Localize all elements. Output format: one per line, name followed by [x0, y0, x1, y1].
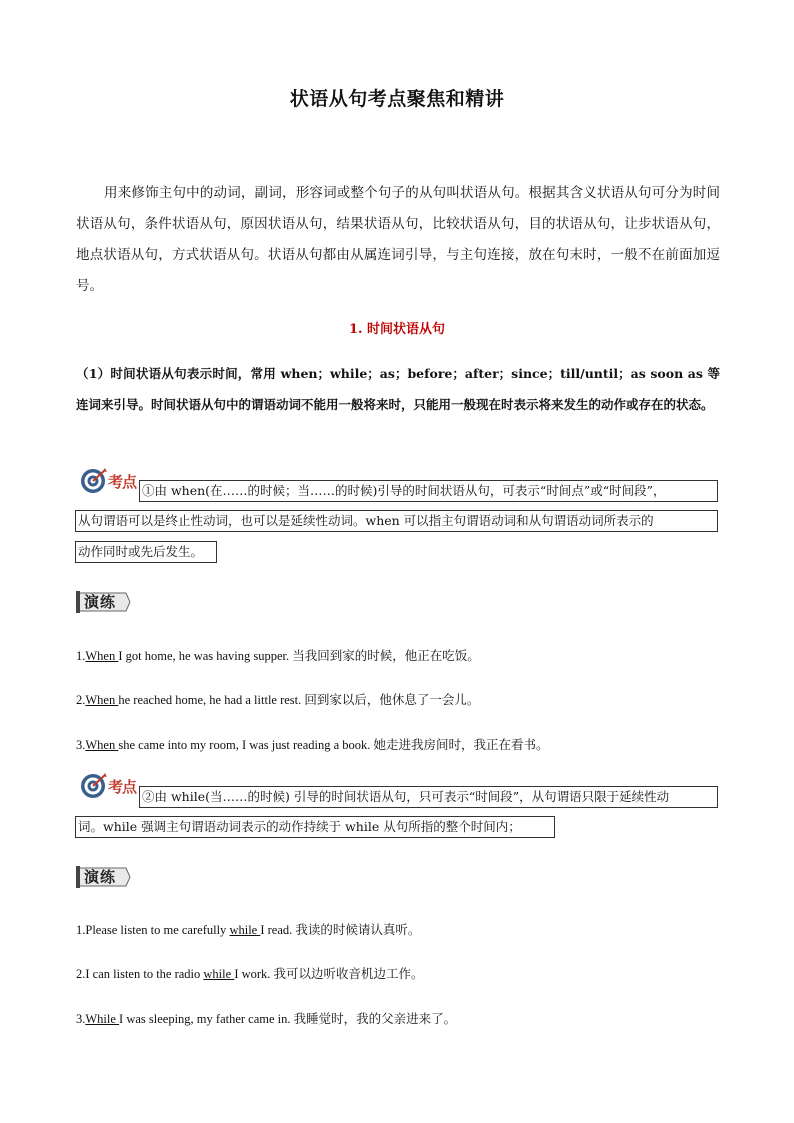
yanlian-badge: [76, 865, 132, 889]
point1-line1: ①由 when(在……的时候；当……的时候)引导的时间状语从句，可表示“时间点”或“时间段”，: [139, 480, 718, 502]
kaodian-label: 考点: [108, 778, 137, 796]
intro-paragraph: 用来修饰主句中的动词，副词，形容词或整个句子的从句叫状语从句。根据其含义状语从句可分为时间状语从句，条件状语从句，原因状语从句，结果状语从句，比较状语从句，目的状语从句，让步状语从句，地点状语从句，方式状语从句。状语从句都由从属连词引导，与主句连接，放在句末时，一般不在前面加逗号。: [76, 185, 720, 294]
target-icon: [80, 467, 108, 495]
page-title: 状语从句考点聚焦和精讲: [289, 88, 505, 110]
rule-paragraph: （1）时间状语从句表示时间，常用 when；while；as；before；after；since；till/until；as soon as 等连词来引导。时间状语从句中的谓语动词不能用一般将来时，只能用一般现在时表示将来发生的动作或存在的状态。: [76, 366, 720, 412]
example-when-3: 3.When she came into my room, I was just reading a book. 她走进我房间时，我正在看书。: [76, 737, 549, 752]
point1-line3: 动作同时或先后发生。: [75, 541, 217, 563]
yanlian-label: 演练: [84, 868, 117, 886]
kaodian-target-icon: [80, 467, 142, 497]
yanlian-badge: [76, 590, 132, 614]
example-while-1: 1.Please listen to me carefully while I read. 我读的时候请认真听。: [76, 922, 421, 937]
example-while-3: 3.While I was sleeping, my father came in. 我睡觉时，我的父亲进来了。: [76, 1011, 457, 1026]
yanlian-label: 演练: [84, 593, 117, 611]
example-when-2: 2.When he reached home, he had a little rest. 回到家以后，他休息了一会儿。: [76, 692, 480, 707]
point1-line2: 从句谓语可以是终止性动词，也可以是延续性动词。when 可以指主句谓语动词和从句谓语动词所表示的: [75, 510, 718, 532]
kaodian-label: 考点: [108, 473, 137, 491]
point2-line1: ②由 while(当……的时候) 引导的时间状语从句，只可表示“时间段”，从句谓语只限于延续性动: [139, 786, 718, 808]
example-while-2: 2.I can listen to the radio while I work. 我可以边听收音机边工作。: [76, 966, 424, 981]
section-title: 1. 时间状语从句: [348, 322, 446, 337]
target-icon: [80, 772, 108, 800]
kaodian-target-icon: [80, 772, 142, 802]
point2-line2: 词。while 强调主句谓语动词表示的动作持续于 while 从句所指的整个时间内；: [75, 816, 555, 838]
example-when-1: 1.When I got home, he was having supper. 当我回到家的时候，他正在吃饭。: [76, 648, 480, 663]
